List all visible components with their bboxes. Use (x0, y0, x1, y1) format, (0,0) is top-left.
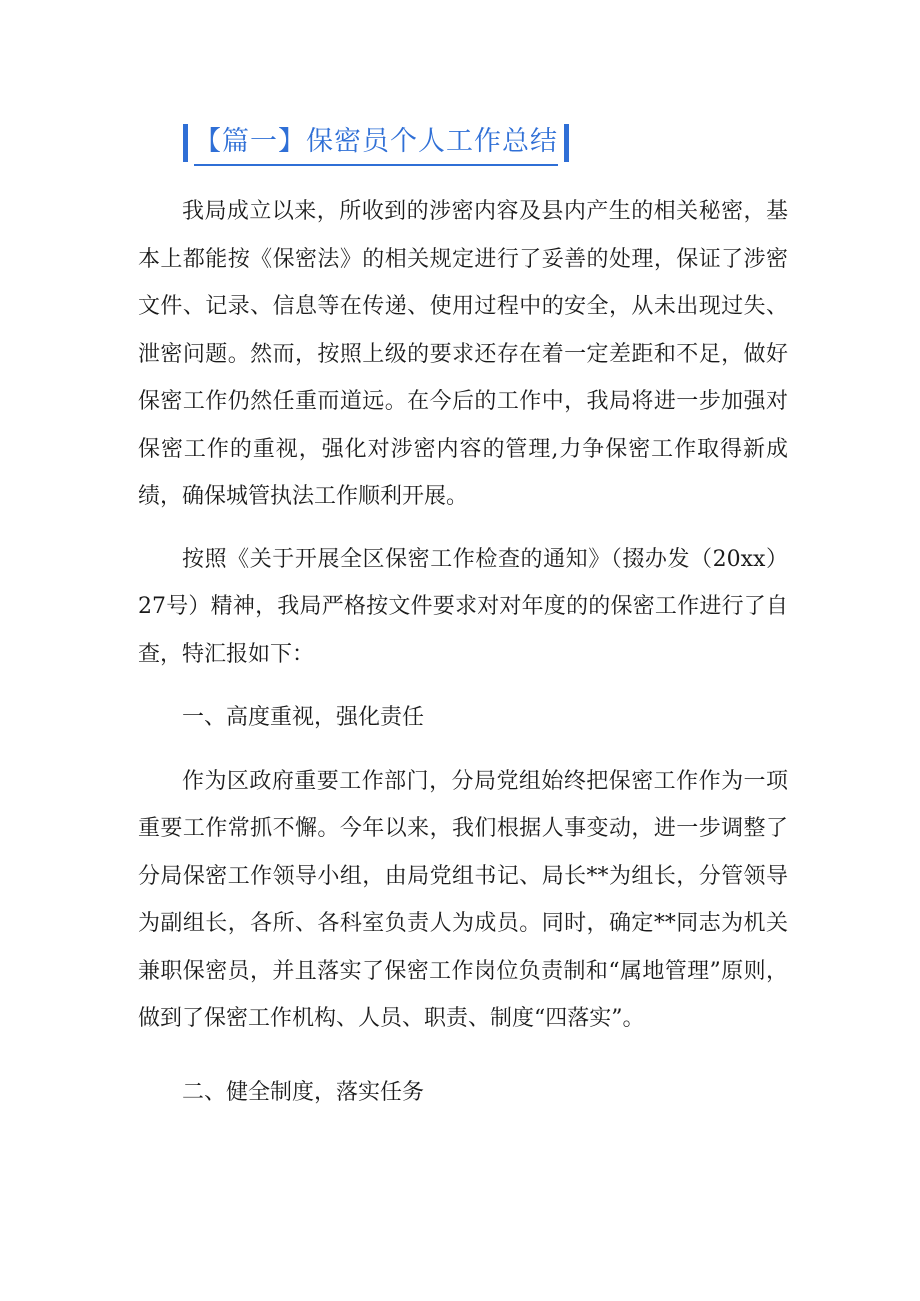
document-body (138, 188, 788, 1116)
paragraph-intro: 我局成立以来，所收到的涉密内容及县内产生的相关秘密，基本上都能按《保密法》的相关规定进行了妥善的处理，保证了涉密文件、记录、信息等在传递、使用过程中的安全，从未出现过失、泄密问题。然而，按照上级的要求还存在着一定差距和不足，做好保密工作仍然任重而道远。在今后的工作中，我局将进一步加强对保密工作的重视，强化对涉密内容的管理,力争保密工作取得新成绩，确保城管执法工作顺利开展。 (138, 199, 788, 509)
paragraph-section-1: 作为区政府重要工作部门，分局党组始终把保密工作作为一项重要工作常抓不懈。今年以来，我们根据人事变动，进一步调整了分局保密工作领导小组，由局党组书记、局长**为组长，分管领导为副组长，各所、各科室负责人为成员。同时，确定**同志为机关兼职保密员，并且落实了保密工作岗位负责制和“属地管理”原则，做到了保密工作机构、人员、职责、制度“四落实”。 (138, 768, 788, 1031)
paragraph-notice: 按照《关于开展全区保密工作检查的通知》（掇办发（20xx）27号）精神，我局严格按文件要求对对年度的的保密工作进行了自查，特汇报如下： (138, 546, 788, 667)
title-left-bar (183, 124, 188, 162)
document-title (183, 121, 569, 165)
title-text: 【篇一】保密员个人工作总结 (194, 120, 558, 166)
section-heading-2: 二、健全制度，落实任务 (182, 1079, 425, 1105)
title-right-bar (564, 124, 569, 162)
section-heading-1: 一、高度重视，强化责任 (182, 705, 425, 730)
